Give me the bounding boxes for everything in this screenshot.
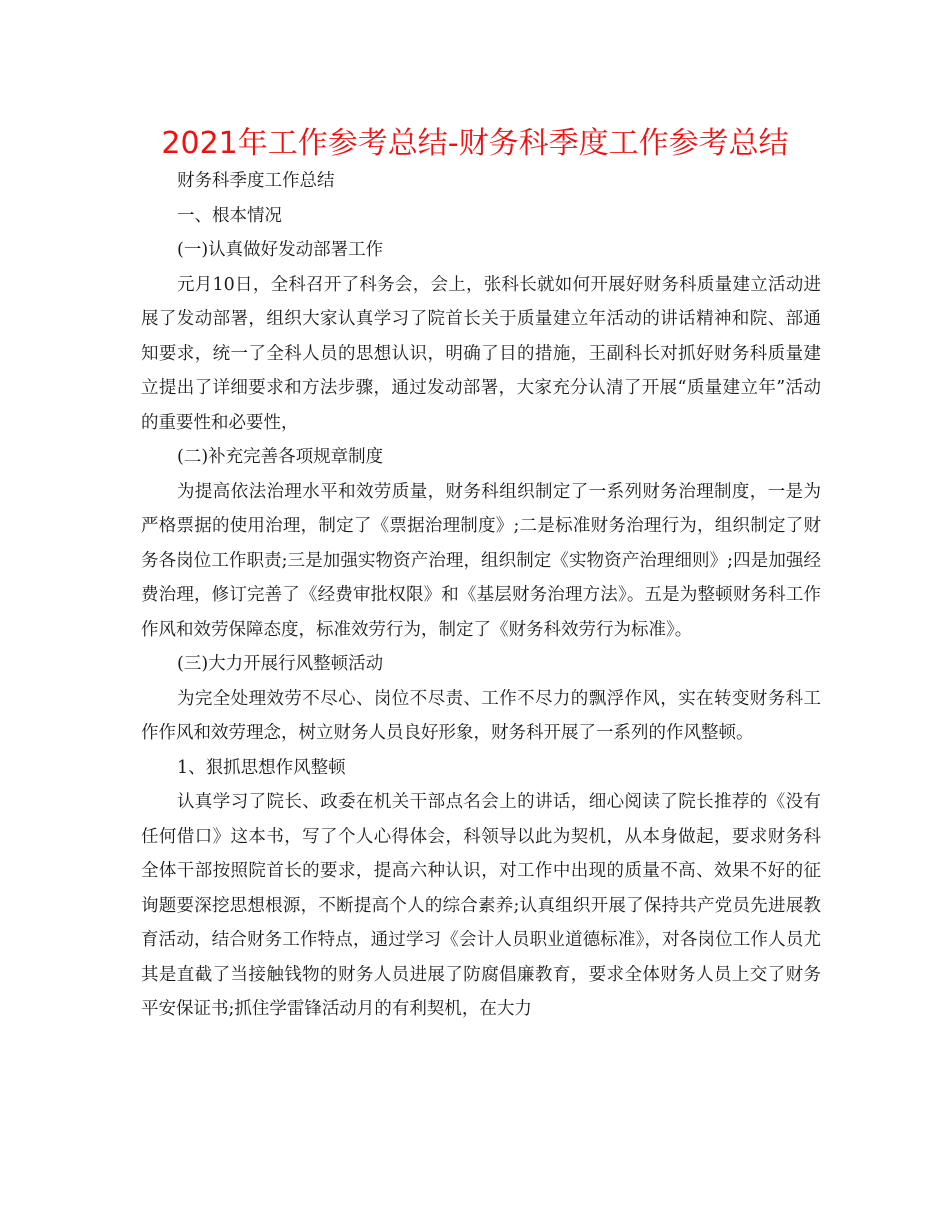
item-heading-1: 1、狠抓思想作风整顿 xyxy=(177,757,346,778)
section-heading-1: 一、根本情况 xyxy=(177,205,282,226)
subsection-heading-2: (二)补充完善各项规章制度 xyxy=(177,447,384,467)
subsection-heading-1: (一)认真做好发动部署工作 xyxy=(177,240,384,260)
paragraph-2: 为提高依法治理水平和效劳质量，财务科组织制定了一系列财务治理制度，一是为严格票据的使用治理，制定了《票据治理制度》;二是标准财务治理行为，组织制定了财务各岗位工作职责;三是加强实物资产治理，组织制定《实物资产治理细则》;四是加强经费治理，修订完善了《经费审批权限》和《基层财务治理方法》。五是为整顿财务科工作作风和效劳保障态度，标准效劳行为，制定了《财务科效劳行为标准》。 xyxy=(141,481,821,640)
paragraph-4: 认真学习了院长、政委在机关干部点名会上的讲话，细心阅读了院长推荐的《没有任何借口》这本书，写了个人心得体会，科领导以此为契机，从本身做起，要求财务科全体干部按照院首长的要求，提高六种认识，对工作中出现的质量不高、效果不好的征询题要深挖思想根源，不断提高个人的综合素养;认真组织开展了保持共产党员先进展教育活动，结合财务工作特点，通过学习《会计人员职业道德标准》，对各岗位工作人员尤其是直截了当接触钱物的财务人员进展了防腐倡廉教育，要求全体财务人员上交了财务平安保证书;抓住学雷锋活动月的有利契机，在大力 xyxy=(141,792,821,1019)
document-title: 2021年工作参考总结-财务科季度工作参考总结 xyxy=(161,126,789,161)
paragraph-1: 元月10日，全科召开了科务会，会上，张科长就如何开展好财务科质量建立活动进展了发动部署，组织大家认真学习了院首长关于质量建立年活动的讲话精神和院、部通知要求，统一了全科人员的思想认识，明确了目的措施，王副科长对抓好财务科质量建立提出了详细要求和方法步骤，通过发动部署，大家充分认清了开展“质量建立年”活动的重要性和必要性， xyxy=(141,274,821,433)
paragraph-3: 为完全处理效劳不尽心、岗位不尽责、工作不尽力的飘浮作风，实在转变财务科工作作风和效劳理念，树立财务人员良好形象，财务科开展了一系列的作风整顿。 xyxy=(141,688,821,743)
subsection-heading-3: (三)大力开展行风整顿活动 xyxy=(177,654,384,674)
document-body xyxy=(141,164,821,1027)
section-subtitle: 财务科季度工作总结 xyxy=(177,171,335,191)
